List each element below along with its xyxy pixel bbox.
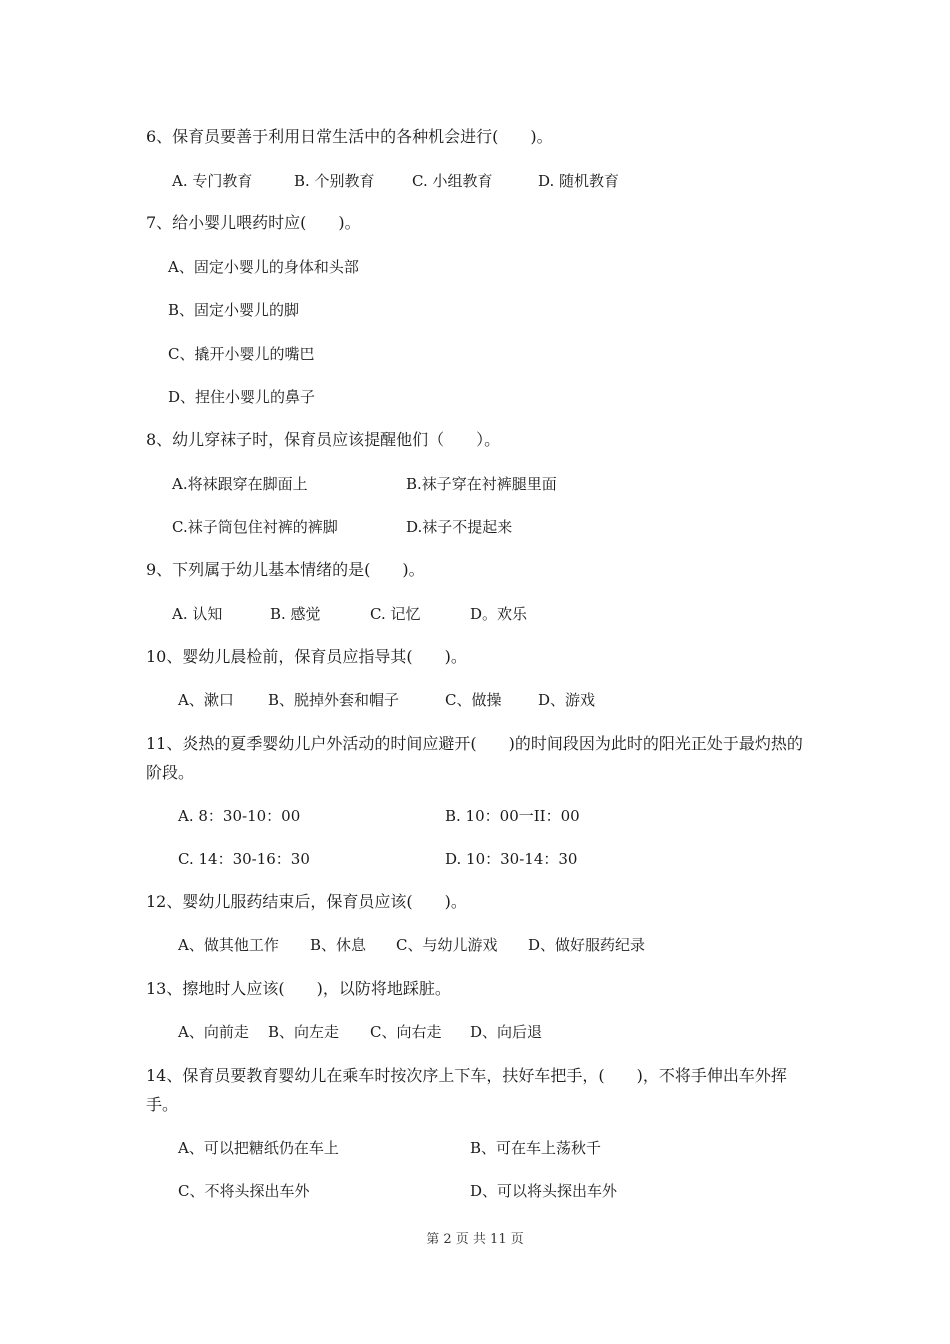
question-7-option-a: A、固定小婴儿的身体和头部 <box>168 258 359 276</box>
question-8-option-d: D.袜子不提起来 <box>406 518 513 536</box>
question-11-option-c: C. 14：30-16：30 <box>178 850 310 868</box>
question-11-option-b: B. 10：00一II：00 <box>445 807 580 825</box>
question-7-option-b: B、固定小婴儿的脚 <box>168 301 300 319</box>
question-9: 9、下列属于幼儿基本情绪的是( )。 <box>146 560 425 579</box>
question-14: 14、保育员要教育婴幼儿在乘车时按次序上下车，扶好车把手，( )，不将手伸出车外挥手。 <box>146 1066 787 1114</box>
question-14-option-b: B、可在车上荡秋千 <box>470 1139 602 1157</box>
question-14-option-d: D、可以将头探出车外 <box>470 1182 618 1200</box>
question-12-option-d: D、做好服药纪录 <box>528 936 646 954</box>
question-13: 13、擦地时人应该( )，以防将地踩脏。 <box>146 979 451 998</box>
question-10-option-b: B、脱掉外套和帽子 <box>268 691 400 709</box>
question-6: 6、保育员要善于利用日常生活中的各种机会进行( )。 <box>146 127 553 146</box>
page-footer: 第 2 页 共 11 页 <box>426 1232 524 1247</box>
question-11-option-d: D. 10：30-14：30 <box>445 850 578 868</box>
question-14-option-a: A、可以把糖纸仍在车上 <box>178 1139 339 1157</box>
question-8-option-c: C.袜子筒包住衬裤的裤脚 <box>172 518 338 536</box>
question-14-option-c: C、不将头探出车外 <box>178 1182 310 1200</box>
question-10-option-a: A、漱口 <box>178 691 234 709</box>
question-11-option-a: A. 8：30-10：00 <box>178 807 301 825</box>
question-9-option-c: C. 记忆 <box>370 605 421 623</box>
question-6-option-c: C. 小组教育 <box>412 172 493 190</box>
question-12-option-c: C、与幼儿游戏 <box>396 936 498 954</box>
question-6-option-d: D. 随机教育 <box>538 172 620 190</box>
question-13-option-a: A、向前走 <box>178 1023 249 1041</box>
question-13-option-d: D、向后退 <box>470 1023 543 1041</box>
question-8-option-b: B.袜子穿在衬裤腿里面 <box>406 475 557 493</box>
question-10: 10、婴幼儿晨检前，保育员应指导其( )。 <box>146 647 467 666</box>
question-8: 8、幼儿穿袜子时，保育员应该提醒他们（ ）。 <box>146 430 501 449</box>
question-12-option-b: B、休息 <box>310 936 367 954</box>
question-9-option-b: B. 感觉 <box>270 605 321 623</box>
question-9-option-d: D。欢乐 <box>470 605 528 623</box>
question-10-option-d: D、游戏 <box>538 691 596 709</box>
question-13-option-c: C、向右走 <box>370 1023 442 1041</box>
question-9-option-a: A. 认知 <box>172 605 223 623</box>
question-12: 12、婴幼儿服药结束后，保育员应该( )。 <box>146 892 467 911</box>
question-10-option-c: C、做操 <box>445 691 502 709</box>
question-7-option-d: D、捏住小婴儿的鼻子 <box>168 388 316 406</box>
question-8-option-a: A.将袜跟穿在脚面上 <box>172 475 308 493</box>
question-11: 11、炎热的夏季婴幼儿户外活动的时间应避开( )的时间段因为此时的阳光正处于最灼热的阶段。 <box>146 734 803 782</box>
question-6-option-a: A. 专门教育 <box>172 172 253 190</box>
question-13-option-b: B、向左走 <box>268 1023 340 1041</box>
question-12-option-a: A、做其他工作 <box>178 936 279 954</box>
question-7-option-c: C、撬开小婴儿的嘴巴 <box>168 345 315 363</box>
question-6-option-b: B. 个别教育 <box>294 172 375 190</box>
question-7: 7、给小婴儿喂药时应( )。 <box>146 213 361 232</box>
